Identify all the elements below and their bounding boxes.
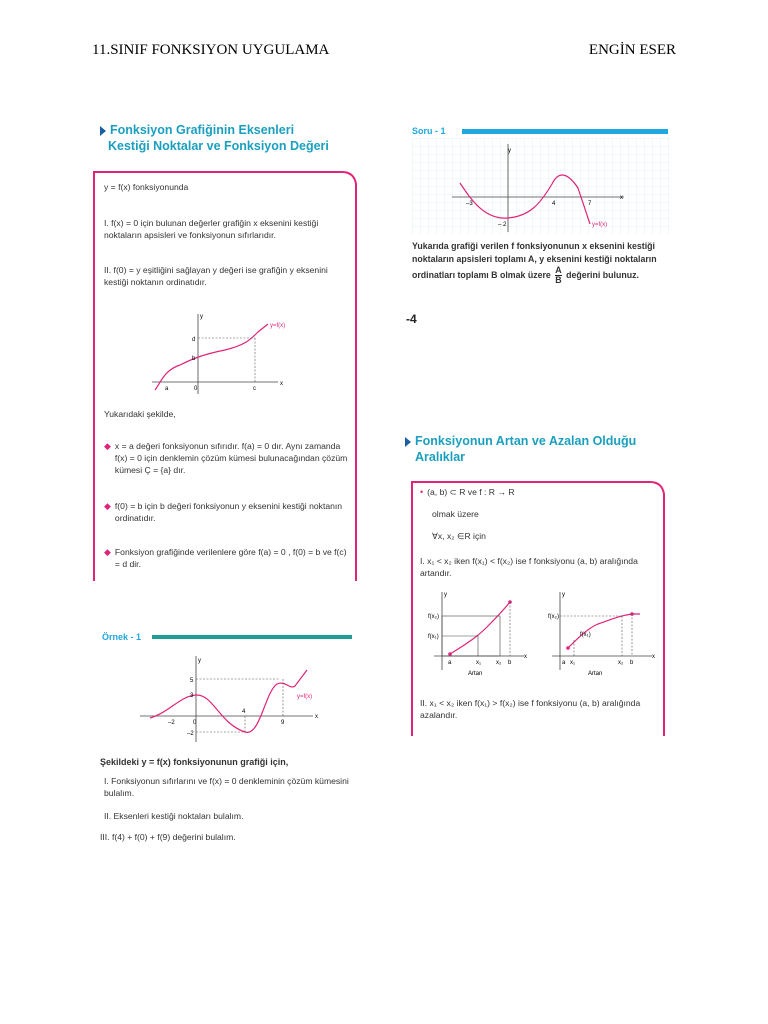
- x-axis-label: x: [652, 654, 655, 660]
- tick-minus3: –3: [466, 201, 473, 207]
- a-label: a: [448, 660, 452, 666]
- condition-text: (a, b) ⊂ R ve f : R → R: [427, 487, 515, 497]
- increasing-definition: I. x₁ < x₂ iken f(x₁) < f(x₂) ise f fonksiyonu (a, b) aralığında artandır.: [420, 556, 638, 578]
- fx1-label: f(x₁): [580, 632, 591, 638]
- y-axis-label: y: [198, 658, 201, 664]
- function-label: y=f(x): [270, 323, 286, 329]
- question-label: Soru - 1: [412, 126, 446, 136]
- example-question-1: I. Fonksiyonun sıfırlarını ve f(x) = 0 denkleminin çözüm kümesini bulalım.: [104, 776, 349, 798]
- triangle-bullet-icon: [100, 126, 106, 136]
- document-title: 11.SINIF FONKSIYON UYGULAMA: [92, 42, 330, 58]
- d-label: d: [192, 337, 196, 343]
- section-title-line1: Fonksiyonun Artan ve Azalan Olduğu: [415, 434, 637, 448]
- tick-4: 4: [242, 709, 246, 715]
- question-text: [412, 240, 668, 285]
- dot-bullet-icon: •: [420, 487, 424, 497]
- increasing-graph-1: [428, 588, 528, 680]
- fraction-numerator: A: [555, 265, 562, 275]
- bullet-text: Fonksiyon grafiğinde verilenlere göre f(a) = 0 , f(0) = b ve f(c) = d dir.: [114, 547, 347, 569]
- x-axis-label: x: [315, 714, 318, 720]
- tick-5: 5: [190, 678, 194, 684]
- c-label: c: [253, 386, 256, 392]
- section-title-line1: Fonksiyon Grafiğinin Eksenleri: [110, 123, 295, 137]
- question-body-end: değerini bulunuz.: [566, 269, 639, 280]
- b-label: b: [508, 660, 512, 666]
- tick-minus2-x: –2: [168, 720, 175, 726]
- section-title-line2: Aralıklar: [415, 450, 466, 464]
- condition-line-3: ∀x, x₂ ∈R için: [432, 531, 486, 541]
- x2-label: x₂: [496, 660, 502, 666]
- tick-4: 4: [552, 201, 556, 207]
- function-label: y=f(x): [592, 222, 608, 228]
- section-title-line2: Kestiği Noktalar ve Fonksiyon Değeri: [108, 139, 329, 153]
- example-intro: Şekildeki y = f(x) fonksiyonunun grafiği için,: [100, 757, 289, 767]
- y-axis-label: y: [200, 314, 203, 320]
- a-label: a: [562, 660, 566, 666]
- fraction-denominator: B: [555, 275, 562, 285]
- x-axis-label: x: [524, 654, 527, 660]
- origin-label: 0: [193, 720, 197, 726]
- example-bar: [152, 635, 352, 639]
- example-label: Örnek - 1: [102, 632, 142, 642]
- fx2-label: f(x₂): [548, 614, 559, 620]
- function-label: y=f(x): [297, 694, 313, 700]
- question-graph: [412, 138, 670, 234]
- explanation-bullet-1: [104, 440, 350, 476]
- fx1-label: f(x₁): [428, 634, 439, 640]
- y-axis-label: y: [444, 592, 447, 598]
- origin-label: 0: [194, 386, 198, 392]
- tick-minus2: – 2: [498, 222, 507, 228]
- graph-caption: Artan: [588, 671, 603, 677]
- zero-graph: [150, 310, 290, 396]
- explanation-bullet-2: [104, 500, 350, 524]
- fraction-a-over-b: [555, 266, 561, 285]
- section-title-right: [405, 433, 685, 465]
- condition-line-1: [420, 486, 515, 498]
- x1-label: x₁: [570, 660, 576, 666]
- increasing-graph-2: [548, 588, 658, 680]
- example-graph: [135, 652, 325, 744]
- explanation-bullet-3: [104, 546, 350, 570]
- a-label: a: [165, 386, 169, 392]
- definition-item-1: I. f(x) = 0 için bulunan değerler grafiğin x eksenini kestiği noktaların apsisleri ve fonksiyonun sıfırlarıdır.: [104, 218, 319, 240]
- diamond-bullet-icon: ◆: [104, 441, 111, 451]
- triangle-bullet-icon: [405, 437, 411, 447]
- fx2-label: f(x₂): [428, 614, 439, 620]
- x2-label: x₂: [618, 660, 624, 666]
- example-question-3: III. f(4) + f(0) + f(9) değerini bulalım.: [100, 832, 236, 842]
- diamond-bullet-icon: ◆: [104, 501, 111, 511]
- b-label: b: [192, 356, 196, 362]
- handwritten-answer: -4: [406, 312, 417, 326]
- after-graph-text: Yukarıdaki şekilde,: [104, 409, 176, 419]
- author-name: ENGİN ESER: [588, 42, 676, 58]
- y-axis-label: y: [508, 148, 511, 154]
- y-axis-label: y: [562, 592, 565, 598]
- tick-3: 3: [190, 693, 194, 699]
- diamond-bullet-icon: ◆: [104, 547, 111, 557]
- bullet-text: f(0) = b için b değeri fonksiyonun y eksenini kestiği noktanın ordinatıdır.: [114, 501, 343, 523]
- condition-line-2: olmak üzere: [432, 509, 479, 519]
- question-body: Yukarıda grafiği verilen f fonksiyonunun x eksenini kestiği noktaların apsisleri toplamı A, y eksenini kestiği noktaların ordinatları toplamı B olmak üzere: [412, 241, 657, 280]
- example-question-2: II. Eksenleri kestiği noktaları bulalım.: [104, 811, 244, 821]
- tick-minus2-y: –2: [187, 731, 194, 737]
- intro-text: y = f(x) fonksiyonunda: [104, 182, 189, 192]
- bullet-text: x = a değeri fonksiyonun sıfırıdır. f(a) = 0 dır. Aynı zamanda f(x) = 0 için denklemin çözüm kümesi bulunacağından çözüm kümesi Ç = {a} dır.: [114, 441, 348, 475]
- question-bar: [462, 129, 668, 134]
- decreasing-definition: II. x₁ < x₂ iken f(x₁) > f(x₂) ise f fonksiyonu (a, b) aralığında azalandır.: [420, 698, 641, 720]
- tick-7: 7: [588, 201, 592, 207]
- section-title-left: [100, 122, 380, 154]
- x-axis-label: x: [280, 381, 283, 387]
- graph-caption: Artan: [468, 671, 483, 677]
- b-label: b: [630, 660, 634, 666]
- x1-label: x₁: [476, 660, 482, 666]
- definition-item-2: II. f(0) = y eşitliğini sağlayan y değeri ise grafiğin y eksenini kestiği noktanın ordinatıdır.: [104, 265, 328, 287]
- tick-9: 9: [281, 720, 285, 726]
- x-axis-label: x: [620, 195, 623, 201]
